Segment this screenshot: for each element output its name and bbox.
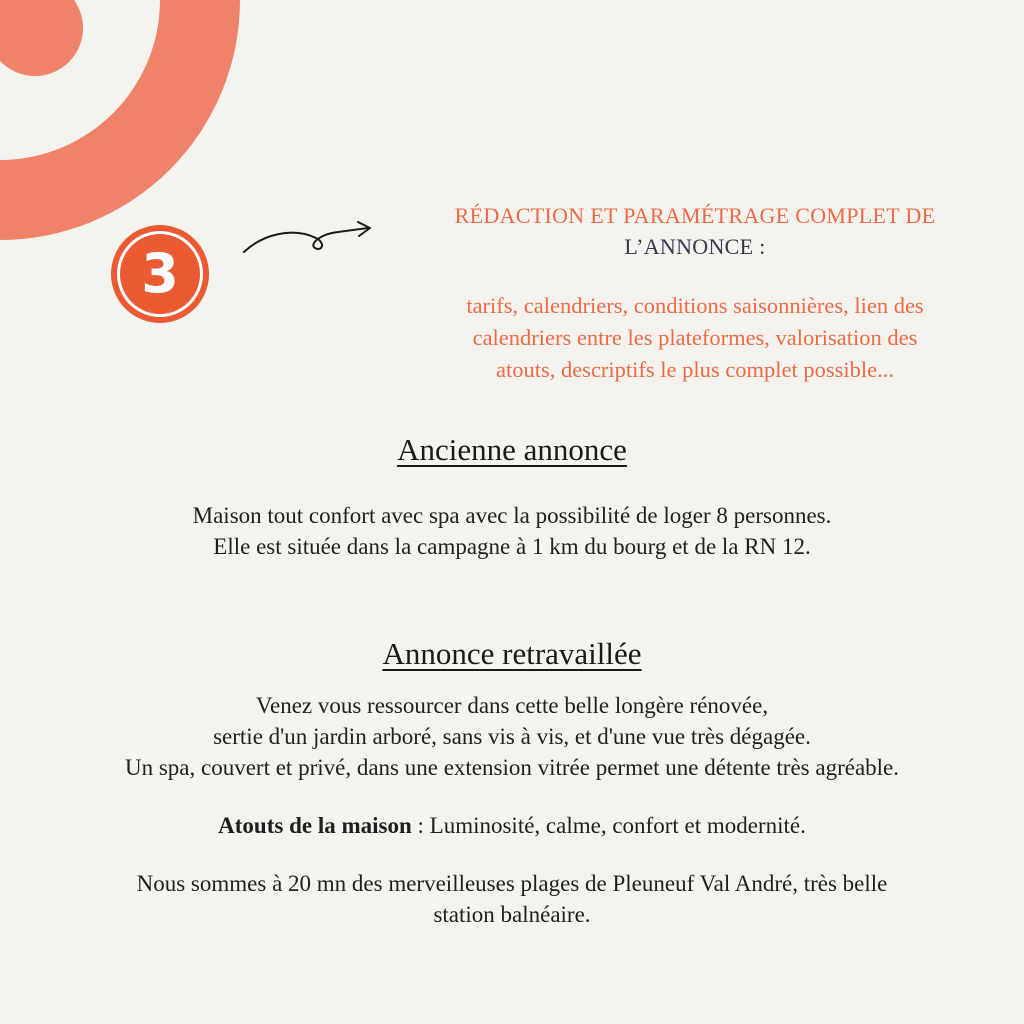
new-listing-heading: Annonce retravaillée [382,636,642,671]
step-title [380,200,1010,262]
step-number-badge [111,225,209,323]
step-title-dark: L’ANNONCE : [624,234,766,259]
new-listing-line: Venez vous ressourcer dans cette belle longère rénovée, [255,693,769,718]
step-number: 3 [117,231,203,317]
step-description-block [380,200,1010,386]
new-listing-text [0,690,1024,783]
assets-label: Atouts de la maison [218,813,412,838]
new-listing-line: Un spa, couvert et privé, dans une extension vitrée permet une détente très agréable. [124,755,900,780]
old-listing-heading: Ancienne annonce [397,432,627,467]
step-details-line: tarifs, calendriers, conditions saisonnières, lien des [466,293,924,318]
location-line: Nous sommes à 20 mn des merveilleuses plages de Pleuneuf Val André, très belle [136,871,888,896]
step-details-line: atouts, descriptifs le plus complet possible... [495,357,895,382]
old-listing-text [0,500,1024,562]
assets-text: : Luminosité, calme, confort et modernité. [411,813,806,838]
assets-line [0,810,1024,841]
location-line: station balnéaire. [433,902,591,927]
curved-arrow-icon [238,212,378,262]
old-listing-line: Elle est située dans la campagne à 1 km du bourg et de la RN 12. [213,534,811,559]
step-title-accent: RÉDACTION ET PARAMÉTRAGE COMPLET DE [454,203,936,228]
decorative-arc-shape [0,0,260,250]
old-listing-line: Maison tout confort avec spa avec la possibilité de loger 8 personnes. [192,503,832,528]
step-details-line: calendriers entre les plateformes, valorisation des [472,325,918,350]
step-details [380,290,1010,386]
location-text [0,868,1024,930]
new-listing-line: sertie d'un jardin arboré, sans vis à vis, et d'une vue très dégagée. [213,724,811,749]
